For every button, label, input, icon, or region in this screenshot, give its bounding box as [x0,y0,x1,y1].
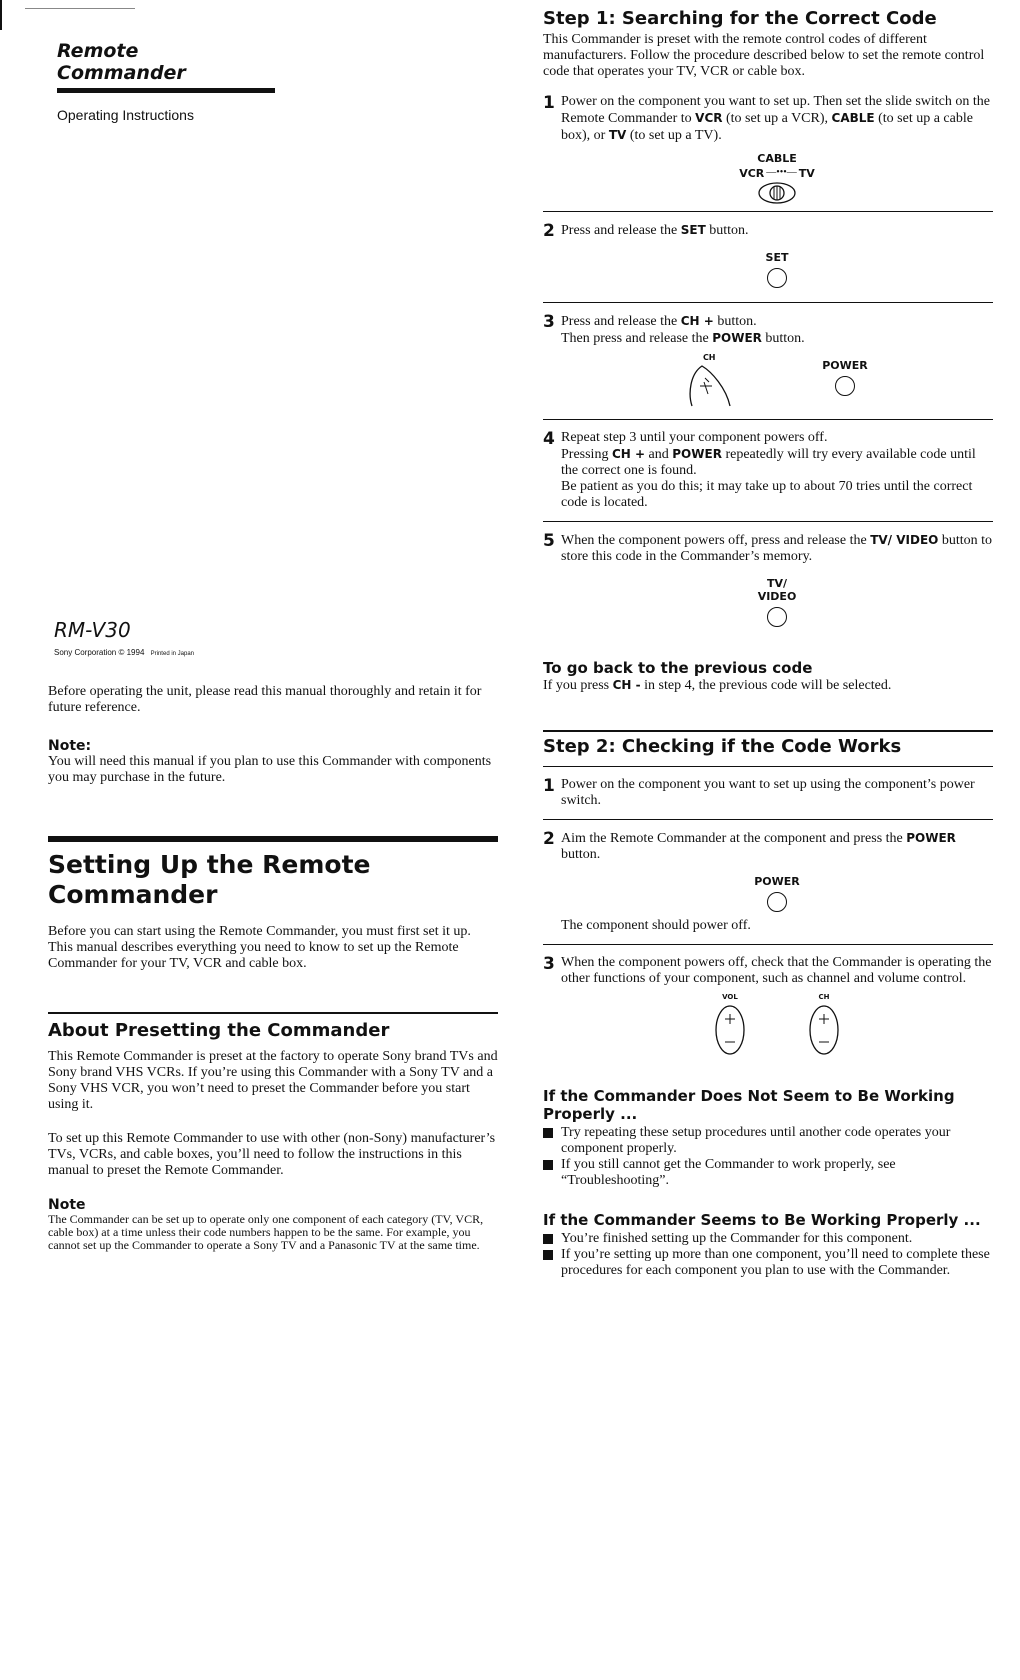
list-item: Try repeating these setup procedures until another code operates your component properly. [543,1125,993,1157]
tv-video-button-icon [767,607,787,627]
set-button-figure [561,251,993,288]
step2-item-3 [543,945,993,1067]
cover-title-line2: Commander [57,62,186,84]
presetting-p1: This Remote Commander is preset at the factory to operate Sony brand TVs and Sony brand VHS VCRs. If you’re using this Commander with a Sony TV and a Sony VHS VCR, you won’t need to preset the Commander before you start using it. [48,1049,498,1112]
step2-item-2 [543,820,993,940]
step1-item-3 [543,303,993,419]
working-heading: If the Commander Seems to Be Working Properly ... [543,1211,981,1229]
tv-video-figure [561,577,993,627]
setup-text: Before you can start using the Remote Commander, you must first set it up. This manual describes everything you need to know to set up the Remote Commander for your TV, VCR and cable box. [48,924,471,971]
intro-note-heading: Note: [48,738,92,754]
cover-title-line1: Remote [57,40,139,62]
step1-num-3: 3 [543,312,555,332]
step1-text-2: Press and release the SET button. SET [561,222,993,288]
left-column [48,684,498,1252]
corporation: Sony Corporation © 1994 [54,648,145,657]
step2-rule [543,730,993,732]
step2-power-button-icon [767,892,787,912]
step1-heading: Step 1: Searching for the Correct Code [543,8,937,29]
fig-power-label: POWER [822,359,868,372]
power-button-icon [835,376,855,396]
previous-code-heading: To go back to the previous code [543,659,813,677]
not-working-heading: If the Commander Does Not Seem to Be Working Properly ... [543,1087,955,1123]
list-item: If you still cannot get the Commander to work properly, see “Troubleshooting”. [543,1157,993,1189]
fig-tv-video-line2: VIDEO [757,590,797,603]
step2-text-3: When the component powers off, check that the Commander is operating the other functions of your component, such as channel and volume control. VOL CH [561,955,993,1061]
cover-title-bar [57,88,275,93]
step2-power-off-text: The component should power off. [561,918,751,933]
model-name: RM-V30 [54,618,131,642]
fig-vcr-label: VCR [739,166,765,180]
step2-item-1 [543,767,993,815]
page-edge-mark [0,0,2,30]
fig-vol-label: VOL [722,993,738,1001]
working-list [543,1231,993,1279]
list-item: You’re finished setting up the Commander for this component. [543,1231,993,1247]
not-working-list [543,1125,993,1189]
ch-rocker-icon-2 [807,1004,841,1056]
step2-fig-power-label: POWER [754,875,800,888]
vol-rocker-icon [713,1004,747,1056]
step1-item-4 [543,420,993,517]
step2-text-2: Aim the Remote Commander at the component and press the POWER button. POWER The component should power off. [561,830,993,934]
step1-text-1: Power on the component you want to set up. Then set the slide switch on the Remote Commander to VCR (to set up a VCR), CABLE (to set up a cable box), or TV (to set up a TV). CABLE VCR —•••— TV [561,94,993,205]
slide-switch-icon [757,181,797,205]
presetting-heading: About Presetting the Commander [48,1020,390,1041]
fig-ch-label-2: CH [818,993,830,1001]
scan-mark [25,8,135,9]
presetting-p2: To set up this Remote Commander to use with other (non-Sony) manufacturer’s TVs, VCRs, and cable boxes, you’ll need to follow the instructions in this manual to preset the Remote Commander. [48,1131,496,1178]
cover-subtitle: Operating Instructions [57,107,194,123]
step1-item-1 [543,86,993,211]
cover-brand [57,40,277,123]
step2-num-3: 3 [543,954,555,974]
fig-tv-video-line1: TV/ [766,577,788,590]
previous-code-text: If you press CH - in step 4, the previous code will be selected. [543,678,892,693]
slide-switch-figure [561,152,993,205]
right-column [543,8,993,1279]
presetting-rule [48,1012,498,1014]
step2-num-2: 2 [543,829,555,849]
presetting-note-text: The Commander can be set up to operate only one component of each category (TV, VCR, cable box) at a time unless their code numbers happen to be the same. For example, you cannot set up the Commander to operate a Sony TV and a Panasonic TV at the same time. [48,1212,484,1252]
step2-power-figure [561,875,993,912]
intro-note-text: You will need this manual if you plan to use this Commander with components you may purchase in the future. [48,754,492,785]
set-button-icon [767,268,787,288]
fig-set-label: SET [765,251,789,264]
step1-text-4: Repeat step 3 until your component powers off. Pressing CH + and POWER repeatedly will try every available code until the correct one is found. Be patient as you do this; it may take up to about 70 tries until the correct code is located. [561,430,976,510]
step1-text-3: Press and release the CH + button. Then press and release the POWER button. CH POWER [561,313,993,413]
fig-tv-label: TV [798,166,815,180]
step1-num-1: 1 [543,93,555,113]
step2-num-1: 1 [543,776,555,796]
corporation-line [54,648,194,657]
printed-in: Printed in Japan [150,651,195,657]
ch-power-figure [561,351,993,413]
setup-rule [48,836,498,842]
vol-ch-figure [561,991,993,1061]
step2-text-1: Power on the component you want to set up using the component’s power switch. [561,777,975,808]
step1-intro: This Commander is preset with the remote control codes of different manufacturers. Follow the procedure described below to set the remote control code that operates your TV, VCR or cable box. [543,32,985,79]
step2-heading: Step 2: Checking if the Code Works [543,736,902,757]
step1-num-4: 4 [543,429,555,449]
ch-rocker-icon [686,364,732,408]
step1-item-5 [543,522,993,633]
presetting-note-heading: Note [48,1197,86,1213]
fig-ch-label: CH [702,353,716,362]
setup-heading: Setting Up the Remote Commander [48,850,371,909]
step1-num-2: 2 [543,221,555,241]
fig-cable-label: CABLE [757,152,797,165]
model-block [54,618,194,657]
before-operating-text: Before operating the unit, please read this manual thoroughly and retain it for future reference. [48,684,482,715]
step1-text-5: When the component powers off, press and release the TV/ VIDEO button to store this code in the Commander’s memory. TV/ VIDEO [561,532,993,627]
step1-num-5: 5 [543,531,555,551]
list-item: If you’re setting up more than one component, you’ll need to complete these procedures for each component you plan to use with the Commander. [543,1247,993,1279]
switch-dots-icon: —•••— [766,167,797,178]
step1-item-2 [543,212,993,294]
